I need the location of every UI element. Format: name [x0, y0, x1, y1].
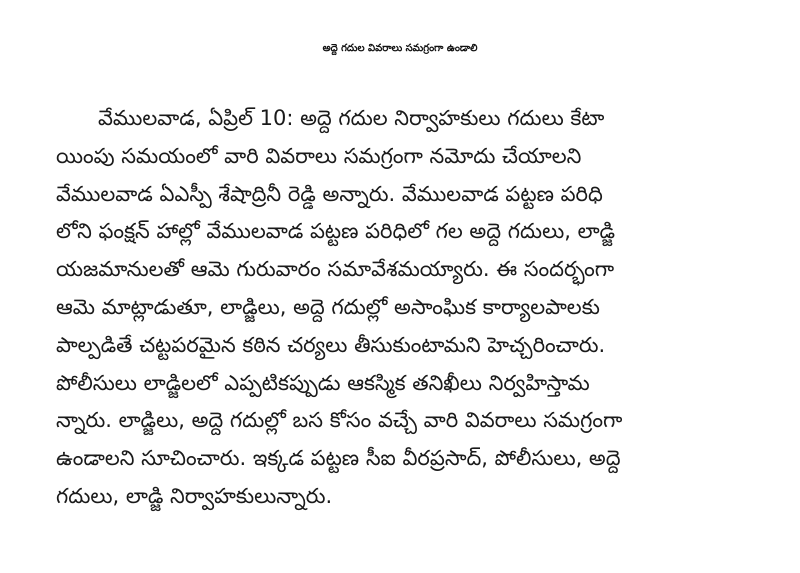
article-line: వేములవాడ, ఏప్రిల్ 10: అద్దె గదుల నిర్వాహకులు గదులు కేటా	[98, 106, 605, 130]
article-line: యజమానులతో ఆమె గురువారం సమావేశమయ్యారు. ఈ సందర్భంగా	[56, 257, 615, 282]
article-line: లోని ఫంక్షన్ హాల్లో వేములవాడ పట్టణ పరిధిలో గల అద్దె గదులు, లాడ్జి	[56, 219, 616, 244]
article-line: పాల్పడితే చట్టపరమైన కఠిన చర్యలు తీసుకుంటామని హెచ్చరించారు.	[56, 332, 606, 357]
article-line: యింపు సమయంలో వారి వివరాలు సమగ్రంగా నమోదు చేయాలని	[56, 143, 582, 168]
article-line: న్నారు. లాడ్జిలు, అద్దె గదుల్లో బస కోసం వచ్చే వారి వివరాలు సమగ్రంగా	[56, 408, 623, 433]
article-line: గదులు, లాడ్జి నిర్వాహకులున్నారు.	[56, 483, 333, 508]
article-line: వేములవాడ ఏఎస్పీ శేషాద్రినీ రెడ్డి అన్నారు. వేములవాడ పట్టణ పరిధి	[56, 181, 603, 206]
article-body	[56, 100, 778, 516]
article-line: ఉండాలని సూచించారు. ఇక్కడ పట్టణ సీఐ వీరప్రసాద్, పోలీసులు, అద్దె	[56, 446, 621, 471]
article-line: పోలీసులు లాడ్జిలలో ఎప్పటికప్పుడు ఆకస్మిక తనిఖీలు నిర్వహిస్తామ	[56, 370, 590, 395]
article-line: ఆమె మాట్లాడుతూ, లాడ్జిలు, అద్దె గదుల్లో అసాంఘిక కార్యాలపాలకు	[56, 294, 600, 319]
article-headline: అద్దె గదుల వివరాలు సమగ్రంగా ఉండాలి	[322, 42, 478, 54]
